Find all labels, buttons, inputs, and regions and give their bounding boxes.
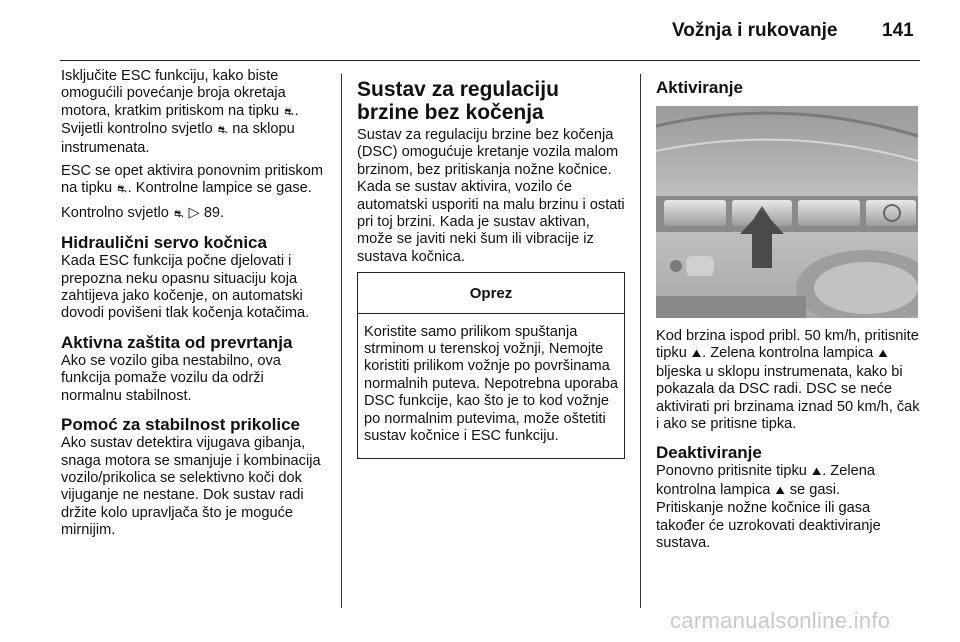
esc-off-icon: ⛐ [284,105,294,118]
dsc-description: Sustav za regulaciju brzine bez kočenja (DSC) omogućuje kretanje vozila malom brzinom, bez pritiskanja nožne kočnice. Kada se sustav aktivira, vozilo će automatski usporiti na malu brzinu i ostati pri toj brzini. Kada je sustav aktivan, može se javiti neki šum ili vibracije iz sustava kočnica. [357,127,625,265]
deactivation-text: Ponovno pritisnite tipku ⛰. Zelena kontrolna lampica ⛰ se gasi. [656,463,922,500]
left-column [61,68,327,546]
dsc-icon: ⛰ [691,348,702,361]
dsc-button-photo [656,106,918,318]
header-rule [60,60,920,61]
deactivation-text-2: Pritiskanje nožne kočnice ili gasa također će uzrokovati deaktiviranje sustava. [656,500,881,552]
page-number: 141 [882,20,914,41]
dsc-icon: ⛰ [811,466,822,479]
heading-dsc: Sustav za regulaciju brzine bez kočenja [357,78,559,124]
esc-off-paragraph: Isključite ESC funkciju, kako biste omogućili povećanje broja okretaja motora, kratkim pritiskom na tipku ⛐. Svijetli kontrolno svjetlo ⛐ na sklopu instrumenata. [61,68,299,156]
caution-title: Oprez [358,273,624,313]
caution-text: Koristite samo prilikom spuštanja strminom u terenskoj vožnji, Nemojte koristiti prilikom vožnje po površinama normalnih puteva. Nepotrebna uporaba DSC funkcije, kao što je to kod vožnje po normalnim putevima, može oštetiti sustav kočnice i ESC funkciju. [364,323,618,445]
esc-off-icon: ⛐ [117,183,127,196]
running-header-title: Vožnja i rukovanje [672,20,838,41]
rollover-protection-text: Ako se vozilo giba nestabilno, ova funkcija pomaže vozilu da održi normalnu stabilnost. [61,352,281,404]
hydraulic-servo-text: Kada ESC funkcija počne djelovati i prepozna neku opasnu situaciju koja zahtijeva jako kočenje, on automatski dovodi povišeni tlak kočenja kotačima. [61,253,310,322]
dsc-icon: ⛰ [775,484,785,497]
trailer-stability-text: Ako sustav detektira vijugava gibanja, snaga motora se smanjuje i kombinacija vozilo/prikolica se selektivno koči dok vijuganje ne nestane. Dok sustav radi držite kolo upravljača što je moguće mirnijim. [61,435,321,539]
right-column [656,78,922,558]
column-divider-right [640,74,641,608]
heading-hydraulic-servo: Hidraulični servo kočnica [61,233,267,253]
activation-text: Kod brzina ispod pribl. 50 km/h, pritisnite tipku ⛰. Zelena kontrolna lampica ⛰ bljeska u sklopu instrumenata, kako bi pokazala da DSC radi. DSC se neće aktivirati pri brzinama iznad 50 km/h, čak i ako se pritisne tipka. [656,328,920,433]
esc-reactivate-paragraph: ESC se opet aktivira ponovnim pritiskom na tipku ⛐. Kontrolne lampice se gase. [61,163,327,199]
dsc-icon: ⛰ [878,348,888,361]
page-reference-icon: ▷ [188,204,200,221]
heading-activation: Aktiviranje [656,78,743,97]
caution-box [357,272,625,458]
esc-off-icon: ⛐ [173,207,184,220]
heading-deactivation: Deaktiviranje [656,443,762,463]
column-divider-left [341,74,342,608]
middle-column [357,78,625,459]
heading-trailer-stability: Pomoć za stabilnost prikolice [61,415,301,435]
heading-rollover-protection: Aktivna zaštita od prevrtanja [61,332,293,352]
esc-off-icon: ⛐ [217,124,228,137]
control-light-ref: Kontrolno svjetlo ⛐ ▷ 89. [61,205,327,223]
watermark: carmanualsonline.info [670,608,891,633]
